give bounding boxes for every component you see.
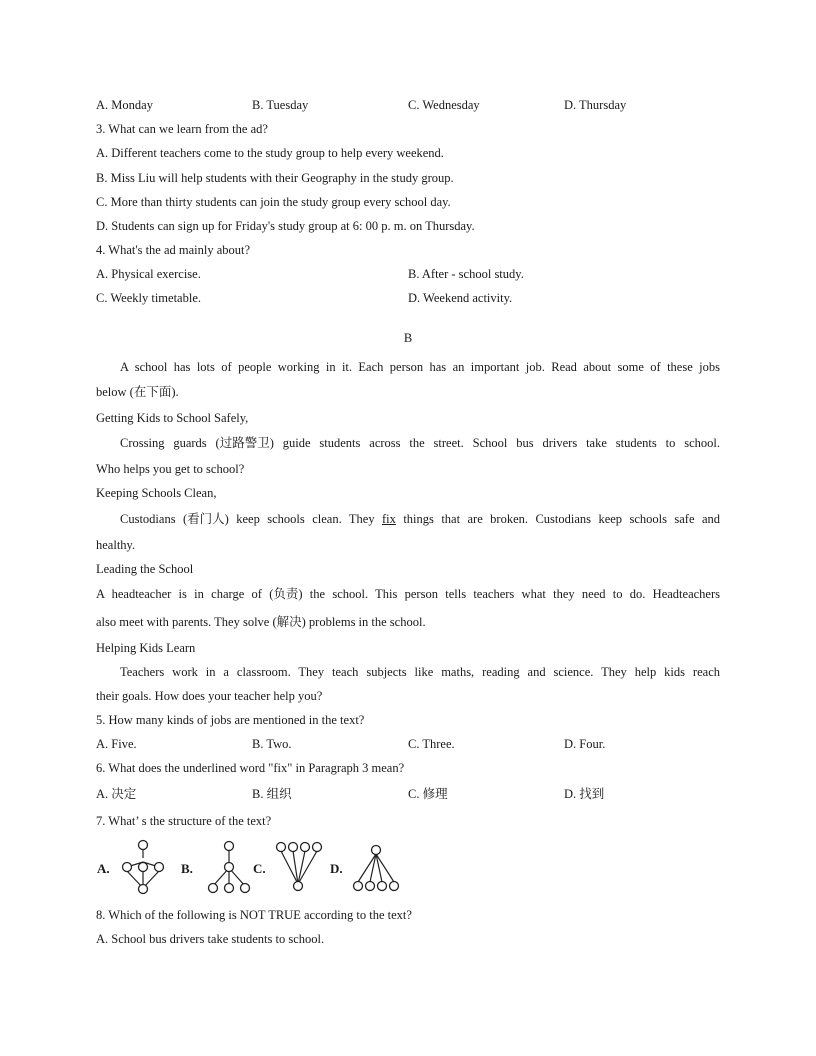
passage-p4-line-1: Teachers work in a classroom. They teach subjects like maths, reading and science. They help kids reach [120,665,720,679]
q5-option-a[interactable]: A. Five. [96,737,137,751]
passage-p2-line-1 [120,511,720,527]
q4-option-d[interactable]: D. Weekend activity. [408,291,513,305]
passage-p3-line-1: A headteacher is in charge of (负责) the school. This person tells teachers what they need to do. Headteachers [96,587,720,601]
passage-heading-4: Helping Kids Learn [96,641,196,655]
passage-p2-text-c: things that are broken. Custodians keep schools safe and [395,512,720,526]
q4-stem: 4. What's the ad mainly about? [96,243,251,257]
diagram-option-b[interactable] [181,842,250,893]
passage-p1-line-1: Crossing guards (过路警卫) guide students across the street. School bus drivers take students to school. [120,436,720,450]
passage-p3-line-2: also meet with parents. They solve (解决) problems in the school. [96,615,426,629]
section-label: B [403,331,413,345]
passage-p1-line-2: Who helps you get to school? [96,462,245,476]
diagram-option-c[interactable] [253,843,322,891]
q5-option-d[interactable]: D. Four. [564,737,606,751]
passage-p2-line-2: healthy. [96,538,136,552]
q2-option-c[interactable]: C. Wednesday [408,98,480,112]
q3-option-c[interactable]: C. More than thirty students can join the study group every school day. [96,195,451,209]
passage-heading-1: Getting Kids to School Safely, [96,411,249,425]
q2-option-b[interactable]: B. Tuesday [252,98,309,112]
diagram-label-b: B. [181,861,193,876]
q6-option-c[interactable]: C. 修理 [408,787,448,801]
diagram-label-c: C. [253,861,266,876]
q3-option-a[interactable]: A. Different teachers come to the study group to help every weekend. [96,146,444,160]
passage-heading-2: Keeping Schools Clean, [96,486,217,500]
q4-option-c[interactable]: C. Weekly timetable. [96,291,201,305]
q2-option-a[interactable]: A. Monday [96,98,153,112]
q3-option-d[interactable]: D. Students can sign up for Friday's study group at 6: 00 p. m. on Thursday. [96,219,475,233]
q4-option-b[interactable]: B. After - school study. [408,267,524,281]
passage-intro-line-2: below (在下面). [96,385,179,399]
passage-heading-3: Leading the School [96,562,194,576]
q6-option-d[interactable]: D. 找到 [564,787,605,801]
q3-stem: 3. What can we learn from the ad? [96,122,268,136]
diagram-option-d[interactable] [330,846,399,891]
q6-stem: 6. What does the underlined word "fix" in Paragraph 3 mean? [96,761,405,775]
q5-stem: 5. How many kinds of jobs are mentioned in the text? [96,713,365,727]
q6-option-b[interactable]: B. 组织 [252,787,292,801]
q6-option-a[interactable]: A. 决定 [96,787,137,801]
underlined-word-fix: fix [382,512,396,526]
q8-option-a[interactable]: A. School bus drivers take students to school. [96,932,325,946]
q3-option-b[interactable]: B. Miss Liu will help students with their Geography in the study group. [96,171,454,185]
passage-intro-line-1: A school has lots of people working in it. Each person has an important job. Read about some of these jobs [120,360,720,374]
structure-diagrams [0,836,816,896]
q2-option-d[interactable]: D. Thursday [564,98,627,112]
diagram-label-a: A. [97,861,110,876]
q7-stem: 7. What’ s the structure of the text? [96,814,272,828]
q5-option-c[interactable]: C. Three. [408,737,455,751]
passage-p2-text-a: Custodians (看门人) keep schools clean. They [120,512,383,526]
passage-p4-line-2: their goals. How does your teacher help you? [96,689,323,703]
q4-option-a[interactable]: A. Physical exercise. [96,267,201,281]
q8-stem: 8. Which of the following is NOT TRUE according to the text? [96,908,412,922]
diagram-label-d: D. [330,861,343,876]
q5-option-b[interactable]: B. Two. [252,737,292,751]
diagram-option-a[interactable] [97,841,164,894]
